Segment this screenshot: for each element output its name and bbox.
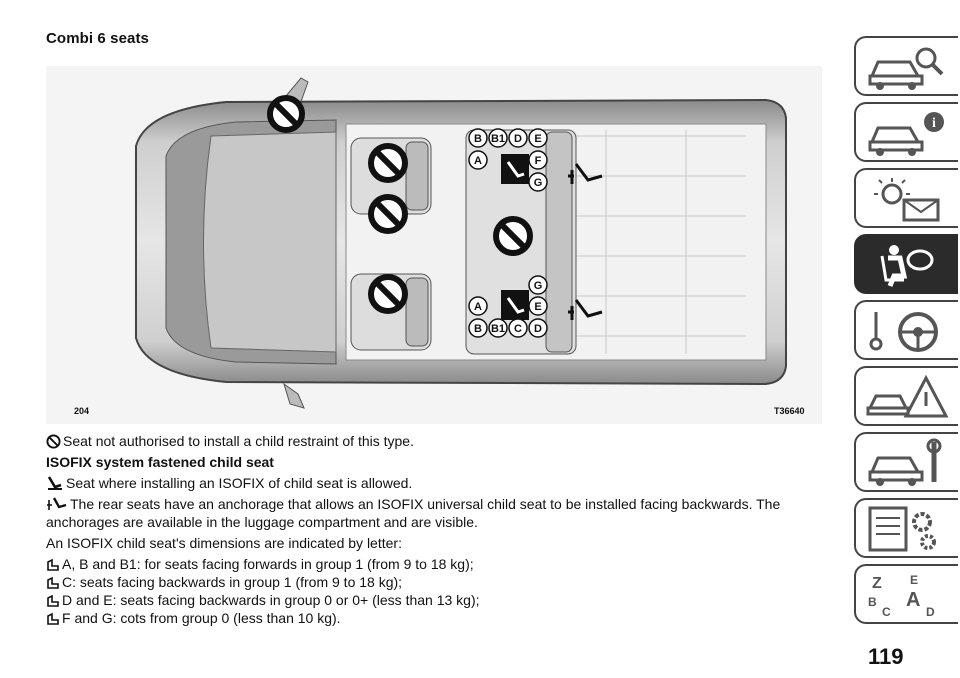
size-item: D and E: seats facing backwards in group 0 or 0+ (less than 13 kg); [46, 591, 806, 609]
label-front-D: D [514, 133, 522, 145]
label-front-F: F [534, 155, 542, 167]
svg-text:A: A [906, 589, 921, 611]
alphabetical-index-icon [864, 570, 952, 620]
steering-wheel-key-icon [864, 306, 952, 356]
label-rear-B1: B1 [490, 323, 506, 335]
tab-starting-driving[interactable] [854, 300, 958, 360]
isofix-allowed-line: Seat where installing an ISOFIX of child seat is allowed. [46, 474, 806, 492]
airbag-seat-icon [864, 240, 952, 290]
tab-maintenance[interactable] [854, 432, 958, 492]
van-top-view-figure [46, 66, 822, 424]
body-text [46, 432, 806, 627]
page-title: Combi 6 seats [46, 30, 150, 47]
label-front-B1: B1 [490, 133, 506, 145]
label-front-A: A [474, 155, 482, 167]
label-front-G: G [533, 177, 543, 189]
svg-text:C: C [882, 605, 891, 619]
technical-data-gears-icon [864, 504, 952, 554]
tab-technical-data[interactable] [854, 498, 958, 558]
breakdown-warning-triangle-icon [864, 372, 952, 422]
svg-text:Z: Z [872, 575, 882, 592]
tab-car-search[interactable] [854, 36, 958, 96]
label-rear-C: C [514, 323, 522, 335]
dimensions-intro: An ISOFIX child seat's dimensions are indicated by letter: [46, 535, 402, 551]
svg-text:D: D [926, 605, 935, 619]
size-item: F and G: cots from group 0 (less than 10 kg). [46, 609, 806, 627]
isofix-seat-icon [46, 475, 64, 491]
child-seat-size-icon [46, 558, 60, 572]
rear-anchorage-paragraph: The rear seats have an anchorage that allows an ISOFIX universal child seat to be installed facing backwards. The anchorages are available in the luggage compartment and are visible. [46, 496, 781, 530]
child-seat-size-icon [46, 594, 60, 608]
label-rear-B: B [474, 323, 482, 335]
car-info-icon [864, 108, 952, 158]
rear-anchorage-icon [46, 496, 68, 512]
page-number: 119 [868, 644, 904, 669]
car-search-icon [864, 42, 952, 92]
child-seat-size-icon [46, 576, 60, 590]
figure-code: T36640 [774, 406, 805, 416]
size-item: C: seats facing backwards in group 1 (from 9 to 18 kg); [46, 573, 806, 591]
tab-warning-lights[interactable] [854, 168, 958, 228]
car-maintenance-wrench-icon [864, 438, 952, 488]
label-front-E: E [534, 133, 542, 145]
figure-number: 204 [74, 406, 90, 416]
label-rear-E: E [534, 301, 542, 313]
child-seat-size-icon [46, 612, 60, 626]
warning-light-message-icon [864, 174, 952, 224]
label-rear-D: D [534, 323, 542, 335]
svg-text:E: E [910, 573, 919, 587]
tab-index[interactable] [854, 564, 958, 624]
label-rear-G: G [533, 280, 543, 292]
tab-safety[interactable] [854, 234, 958, 294]
prohibited-icon [46, 434, 61, 449]
size-item: A, B and B1: for seats facing forwards in group 1 (from 9 to 18 kg); [46, 555, 806, 573]
not-authorised-line: Seat not authorised to install a child restraint of this type. [46, 432, 806, 450]
isofix-heading: ISOFIX system fastened child seat [46, 454, 274, 470]
svg-text:i: i [932, 116, 936, 131]
tab-car-info[interactable] [854, 102, 958, 162]
tab-emergency[interactable] [854, 366, 958, 426]
label-rear-A: A [474, 301, 482, 313]
label-front-B: B [474, 133, 482, 145]
svg-text:B: B [868, 595, 877, 609]
